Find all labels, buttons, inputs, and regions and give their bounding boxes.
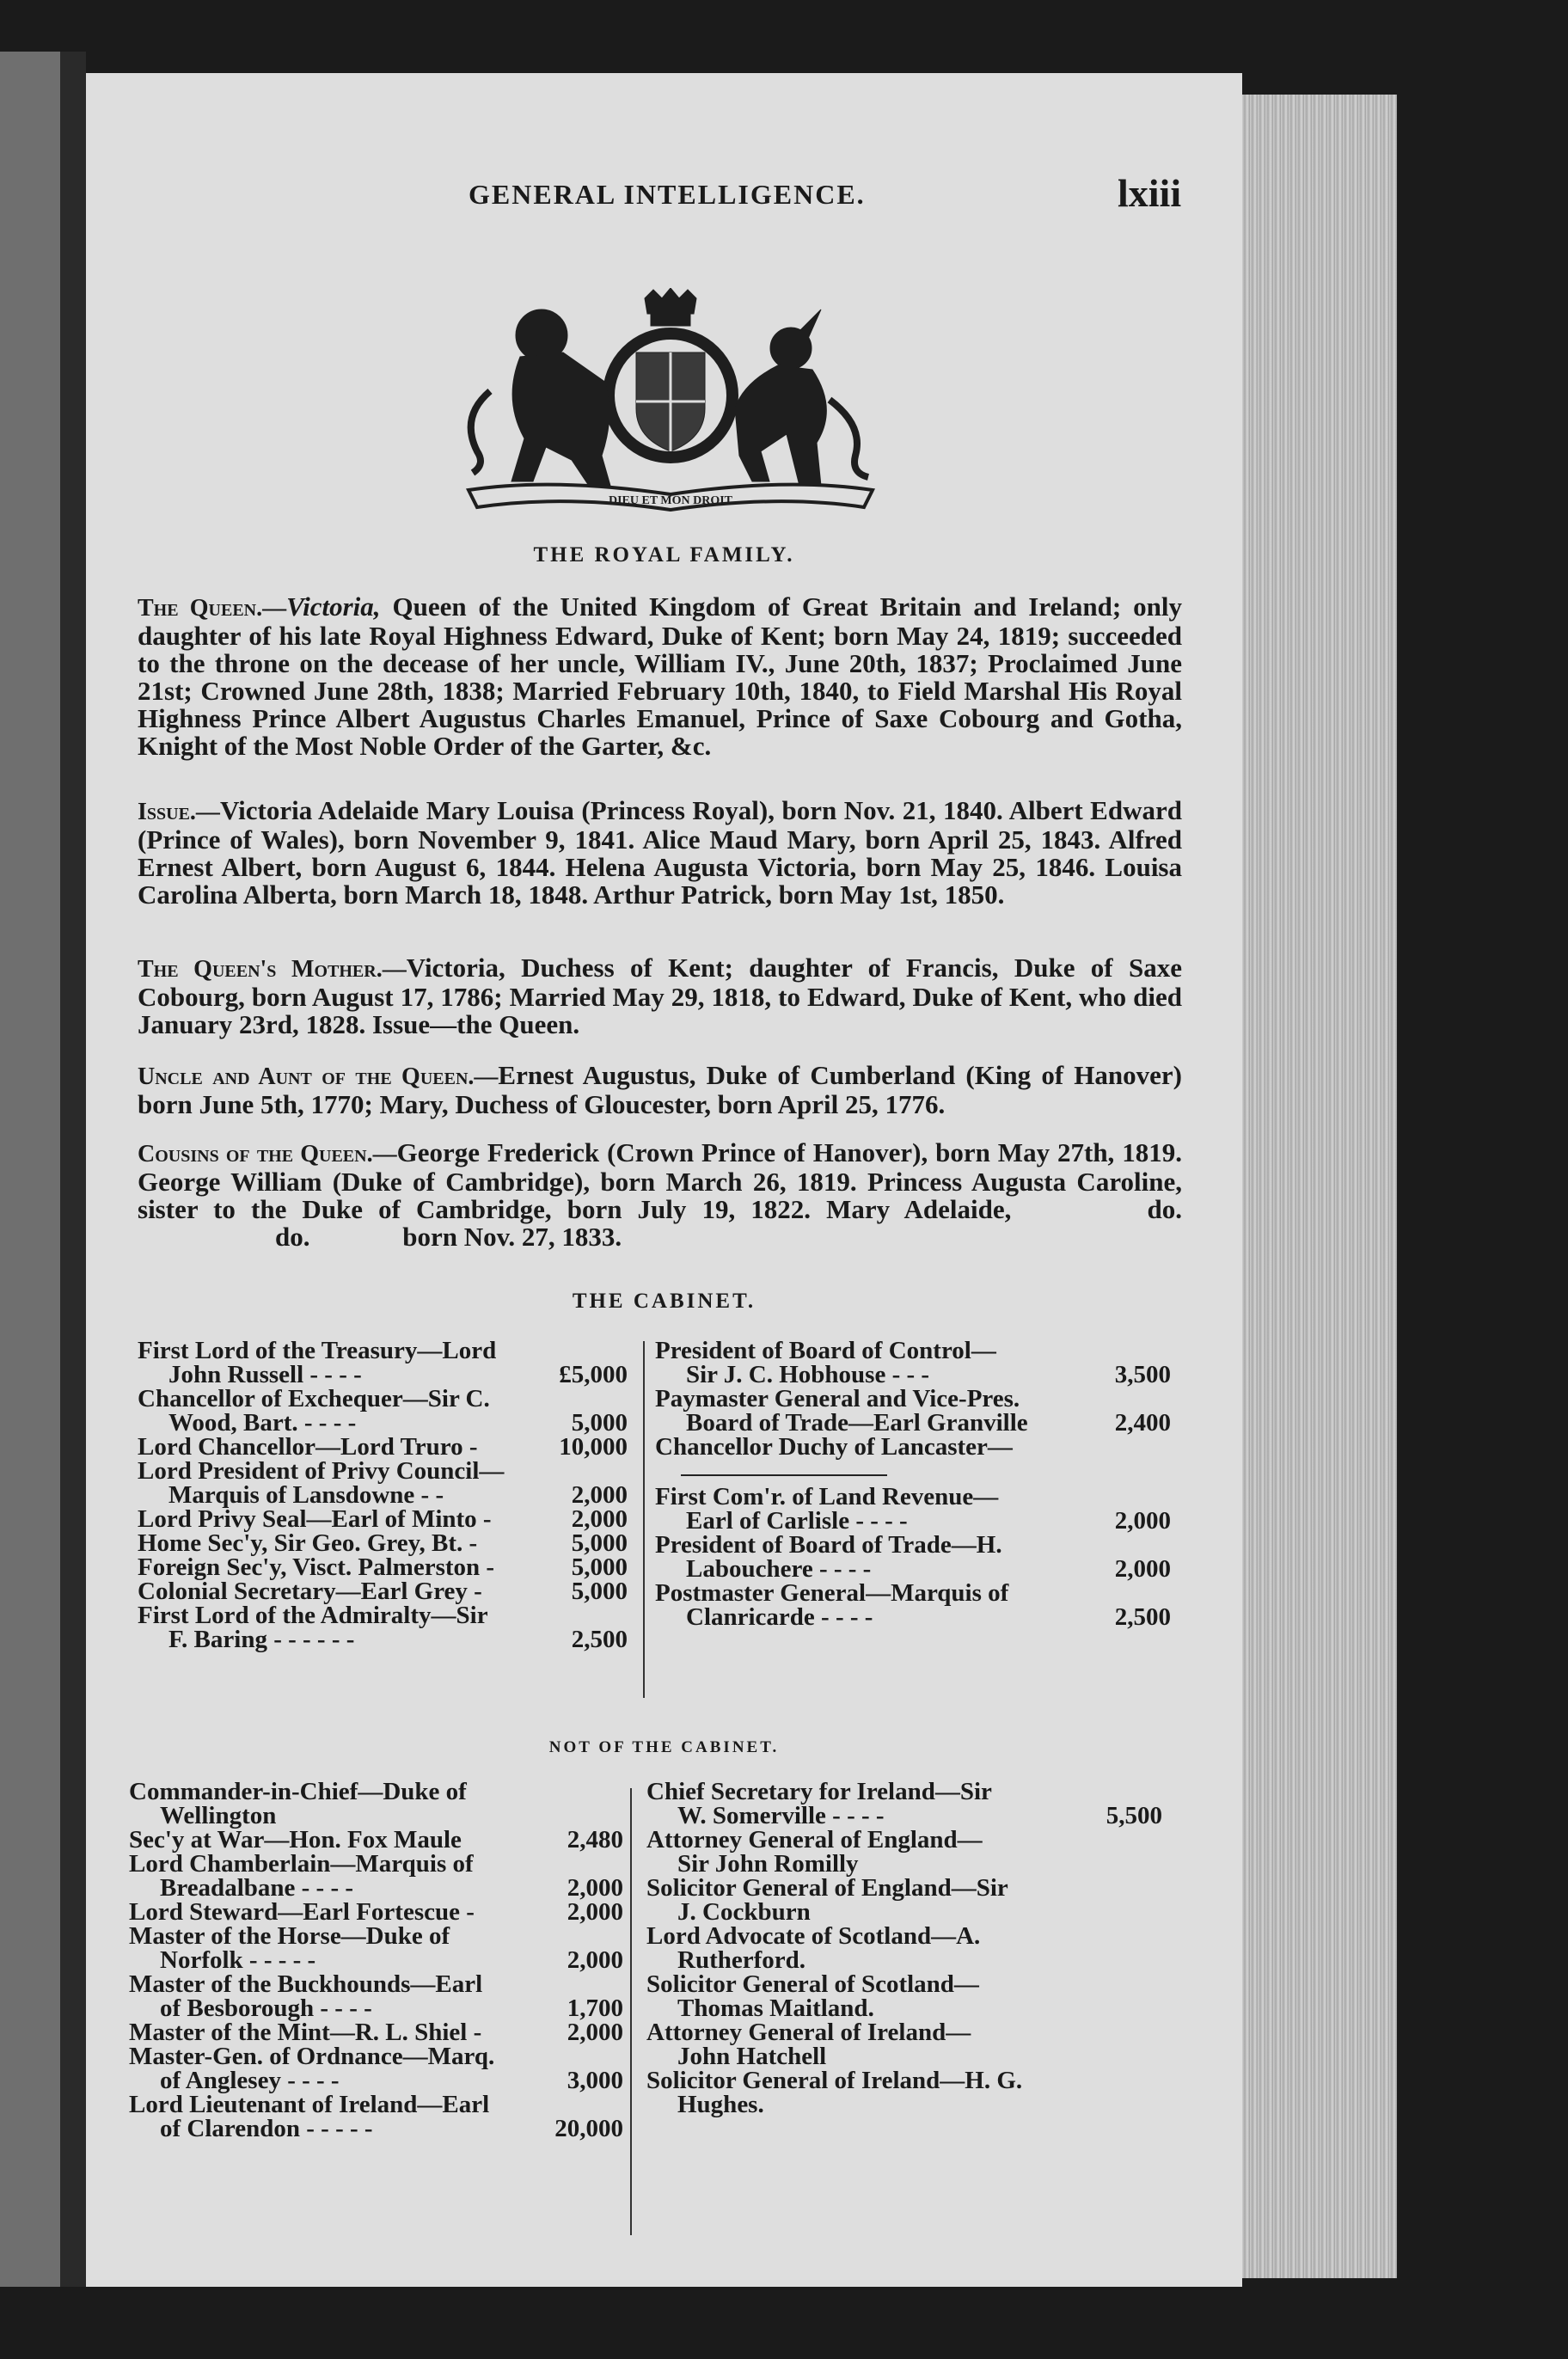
office-salary: 2,000 [567,1874,623,1902]
office-entry [138,1507,628,1531]
office-name: Foreign Sec'y, Visct. Palmerston - [138,1553,495,1581]
office-name: First Lord of the Admiralty—Sir [138,1602,488,1629]
office-name: Postmaster General—Marquis of [655,1579,1009,1607]
uncle-aunt-text: Ernest Augustus, Duke of Cumberland (King of Hanover) born June 5th, 1770; Mary, Duchess of Gloucester, born April 25, 1776. [138,1060,1182,1119]
office-entry [138,1627,628,1651]
office-salary [1155,2044,1162,2068]
cousins-text: George Frederick (Crown Prince of Hanover), born May 27th, 1819. George William (Duke of Cambridge), born March 26, 1819. Princess Augusta Caroline, sister to the Duke of Cambridge, born July 19, 1822. Mary Adelaide, [138,1137,1182,1224]
office-name: Lord Chancellor—Lord Truro - [138,1433,478,1461]
office-salary: 5,000 [571,1553,628,1581]
royal-coat-of-arms-icon [451,288,890,512]
office-entry [129,1948,623,1972]
office-entry [646,1876,1162,1900]
office-salary [621,1339,628,1363]
office-salary: 20,000 [554,2115,623,2142]
office-name: Master of the Buckhounds—Earl [129,1970,483,1998]
running-header: GENERAL INTELLIGENCE. [469,179,866,210]
office-entry [129,1876,623,1900]
office-salary [616,1972,623,1996]
office-name: Sir J. C. Hobhouse - - - [686,1361,930,1388]
page-fore-edge [1242,95,1397,2278]
office-salary: 2,000 [1114,1555,1171,1583]
office-entry [646,1996,1162,2020]
office-salary: 2,000 [1114,1507,1171,1535]
office-salary [1155,1900,1162,1924]
office-name: Marquis of Lansdowne - - [168,1481,444,1509]
office-entry [655,1485,1171,1509]
cousins-ditto-2: do. [275,1222,310,1252]
office-salary: 2,000 [567,1946,623,1974]
office-name: Thomas Maitland. [677,1994,874,2022]
office-entry [138,1603,628,1627]
office-entry [655,1533,1171,1557]
office-name: Lord Steward—Earl Fortescue - [129,1898,475,1926]
office-salary: 2,000 [567,1898,623,1926]
office-entry [138,1531,628,1555]
royal-family-title: THE ROYAL FAMILY. [533,543,795,567]
office-salary [621,1459,628,1483]
office-salary [621,1387,628,1411]
office-entry [655,1605,1171,1629]
not-cabinet-left-column [129,1780,623,2141]
office-entry [646,1900,1162,1924]
office-name: F. Baring - - - - - - [168,1626,355,1653]
mother-paragraph [138,954,1182,1039]
office-entry [129,1780,623,1804]
office-salary [1155,1780,1162,1804]
office-name: Master-Gen. of Ordnance—Marq. [129,2043,495,2070]
office-entry [655,1557,1171,1581]
office-name: Earl of Carlisle - - - - [686,1507,908,1535]
office-name: Attorney General of England— [646,1826,983,1854]
mother-lead: The Queen's Mother.— [138,956,407,983]
office-salary: 2,500 [1114,1603,1171,1631]
office-salary [616,1924,623,1948]
office-salary [616,2044,623,2068]
uncle-aunt-paragraph [138,1062,1182,1118]
office-salary: 2,400 [1114,1409,1171,1437]
issue-paragraph [138,797,1182,909]
office-entry [655,1387,1171,1411]
office-entry [646,2092,1162,2117]
office-name: Paymaster General and Vice-Pres. [655,1385,1020,1412]
office-name: Chancellor of Exchequer—Sir C. [138,1385,490,1412]
office-entry [129,2020,623,2044]
office-name: of Anglesey - - - - [160,2067,340,2094]
office-salary: 2,480 [567,1826,623,1854]
office-entry [138,1459,628,1483]
cabinet-column-divider [643,1341,645,1698]
cousins-paragraph [138,1139,1182,1251]
office-name: First Com'r. of Land Revenue— [655,1483,999,1510]
office-entry [138,1363,628,1387]
office-name: First Lord of the Treasury—Lord [138,1337,497,1364]
office-salary [616,1780,623,1804]
office-salary [616,1852,623,1876]
office-entry [646,1804,1162,1828]
office-salary [621,1603,628,1627]
office-entry [655,1435,1171,1459]
office-salary: 10,000 [559,1433,628,1461]
office-name: President of Board of Trade—H. [655,1531,1002,1559]
office-entry [129,2117,623,2141]
office-salary: 2,000 [571,1505,628,1533]
office-salary [1155,1972,1162,1996]
queen-text: Queen of the United Kingdom of Great Britain and Ireland; only daughter of his late Royal Highness Edward, Duke of Kent; born May 24, 1819; succeeded to the throne on the decease of her uncle, William IV., June 20th, 1837; Proclaimed June 21st; Crowned June 28th, 1838; Married February 10th, 1840, to Field Marshal His Royal Highness Prince Albert Augustus Charles Emanuel, Prince of Saxe Cobourg and Gotha, Knight of the Most Noble Order of the Garter, &c. [138,591,1183,761]
gutter-shadow [60,52,86,2287]
office-salary: 2,000 [567,2019,623,2046]
office-name: Lord President of Privy Council— [138,1457,505,1485]
cabinet-title: THE CABINET. [572,1290,756,1313]
office-entry [138,1435,628,1459]
office-name: Labouchere - - - - [686,1555,872,1583]
cabinet-left-column [138,1339,628,1651]
queen-name: Victoria, [286,591,381,622]
uncle-aunt-lead: Uncle and Aunt of the Queen.— [138,1063,499,1090]
office-salary: 5,000 [571,1578,628,1605]
queen-lead: The Queen.— [138,595,287,622]
office-name: Lord Chamberlain—Marquis of [129,1850,474,1878]
office-name: John Hatchell [677,2043,827,2070]
office-name: Wood, Bart. - - - - [168,1409,357,1437]
office-entry [129,1828,623,1852]
office-name: Chancellor Duchy of Lancaster— [655,1433,1013,1461]
office-entry [138,1411,628,1435]
office-name: Master of the Mint—R. L. Shiel - [129,2019,482,2046]
office-salary: 3,500 [1114,1361,1171,1388]
office-salary [1164,1339,1171,1363]
office-entry [129,1972,623,1996]
office-salary [616,2092,623,2117]
office-salary [1164,1387,1171,1411]
office-entry [655,1339,1171,1363]
not-cabinet-title: NOT OF THE CABINET. [548,1738,780,1756]
office-salary: 2,500 [571,1626,628,1653]
office-name: Solicitor General of England—Sir [646,1874,1008,1902]
office-name: Colonial Secretary—Earl Grey - [138,1578,482,1605]
office-name: Board of Trade—Earl Granville [686,1409,1028,1437]
cabinet-right-column [655,1339,1171,1629]
office-entry [129,1900,623,1924]
office-salary: 3,000 [567,2067,623,2094]
office-entry [646,2068,1162,2092]
cousins-ditto-1: do. [1147,1194,1182,1224]
office-entry [138,1579,628,1603]
office-salary [1164,1581,1171,1605]
office-salary: 1,700 [567,1994,623,2022]
office-salary [1164,1533,1171,1557]
office-name: Master of the Horse—Duke of [129,1922,450,1950]
office-salary [1155,1948,1162,1972]
office-entry [655,1509,1171,1533]
office-name: W. Somerville - - - - [677,1802,885,1829]
office-name: Breadalbane - - - - [160,1874,354,1902]
office-entry [129,2068,623,2092]
office-name: Attorney General of Ireland— [646,2019,971,2046]
not-cabinet-right-column [646,1780,1162,2117]
office-name: Solicitor General of Scotland— [646,1970,979,1998]
office-entry [138,1555,628,1579]
cousins-lead: Cousins of the Queen.— [138,1141,397,1167]
office-name: Lord Lieutenant of Ireland—Earl [129,2091,490,2118]
office-name: Solicitor General of Ireland—H. G. [646,2067,1023,2094]
office-name: Norfolk - - - - - [160,1946,316,1974]
office-salary [1164,1485,1171,1509]
office-salary [1155,1828,1162,1852]
office-name: Home Sec'y, Sir Geo. Grey, Bt. - [138,1529,478,1557]
office-entry [646,1972,1162,1996]
office-salary [1155,2092,1162,2117]
office-salary [1155,1996,1162,2020]
issue-lead: Issue.— [138,799,220,825]
office-entry [138,1339,628,1363]
crest-motto: DIEU ET MON DROIT [608,494,733,507]
issue-text: Victoria Adelaide Mary Louisa (Princess Royal), born Nov. 21, 1840. Albert Edward (Prince of Wales), born November 9, 1841. Alice Maud Mary, born April 25, 1843. Alfred Ernest Albert, born August 6, 1844. Helena Augusta Victoria, born May 25, 1846. Louisa Carolina Alberta, born March 18, 1848. Arthur Patrick, born May 1st, 1850. [138,795,1182,910]
office-entry [646,1852,1162,1876]
office-name: President of Board of Control— [655,1337,996,1364]
office-salary: £5,000 [559,1361,628,1388]
office-entry [646,1948,1162,1972]
office-salary [1155,2020,1162,2044]
office-entry [129,2092,623,2117]
office-name: Clanricarde - - - - [686,1603,873,1631]
office-salary: 2,000 [571,1481,628,1509]
queen-paragraph [138,593,1182,760]
office-name: Lord Privy Seal—Earl of Minto - [138,1505,492,1533]
office-name: Rutherford. [677,1946,806,1974]
office-entry [129,1804,623,1828]
office-salary: 5,500 [1106,1802,1162,1829]
office-salary [1164,1435,1171,1459]
office-name: of Besborough - - - - [160,1994,372,2022]
blank-entry-line [681,1462,887,1476]
office-entry [655,1363,1171,1387]
office-salary [1155,1876,1162,1900]
office-entry [129,1996,623,2020]
office-name: J. Cockburn [677,1898,811,1926]
office-name: Sec'y at War—Hon. Fox Maule [129,1826,462,1854]
office-entry [138,1387,628,1411]
office-entry [138,1483,628,1507]
office-entry [129,2044,623,2068]
office-entry [655,1411,1171,1435]
office-name: Chief Secretary for Ireland—Sir [646,1778,992,1805]
office-name: John Russell - - - - [168,1361,362,1388]
facing-page-edge [0,52,60,2287]
office-entry [646,2020,1162,2044]
office-entry [646,2044,1162,2068]
not-cabinet-column-divider [630,1788,632,2235]
office-salary [616,1804,623,1828]
page-number: lxiii [1118,171,1182,215]
office-name: of Clarendon - - - - - [160,2115,373,2142]
office-salary: 5,000 [571,1409,628,1437]
office-entry [655,1581,1171,1605]
office-salary: 5,000 [571,1529,628,1557]
cousins-last: born Nov. 27, 1833. [402,1222,622,1252]
office-entry [129,1852,623,1876]
office-entry [646,1780,1162,1804]
office-name: Hughes. [677,2091,764,2118]
office-salary [1155,1924,1162,1948]
office-entry [646,1828,1162,1852]
mother-text: Victoria, Duchess of Kent; daughter of Francis, Duke of Saxe Cobourg, born August 17, 1786; Married May 29, 1818, to Edward, Duke of Kent, who died January 23rd, 1828. Issue—the Queen. [138,953,1182,1039]
office-salary [1155,2068,1162,2092]
office-name: Wellington [160,1802,277,1829]
office-salary [1155,1852,1162,1876]
office-entry [646,1924,1162,1948]
office-name: Sir John Romilly [677,1850,859,1878]
office-entry [129,1924,623,1948]
office-name: Commander-in-Chief—Duke of [129,1778,467,1805]
office-name: Lord Advocate of Scotland—A. [646,1922,981,1950]
